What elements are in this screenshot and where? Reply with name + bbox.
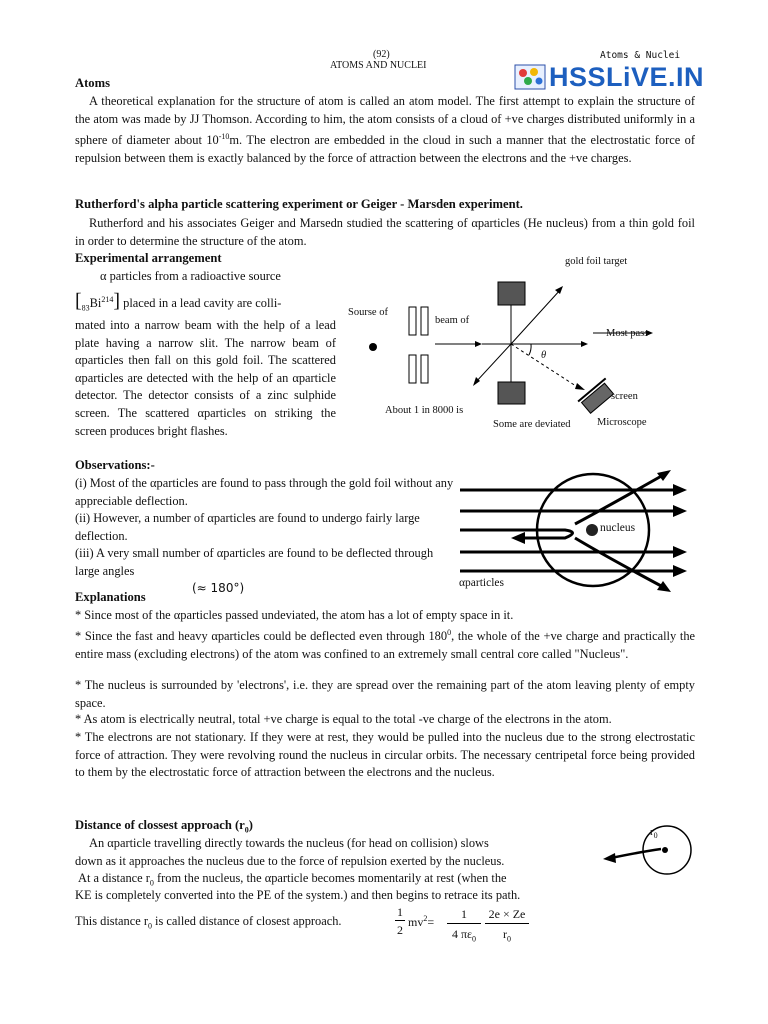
rutherford-heading: Rutherford's alpha particle scattering experiment or Geiger - Marsden experiment. [75,197,523,211]
source-dot [369,343,377,351]
explanation-2: * Since the fast and heavy αparticles could be deflected even through $180^0$, the whole of the +ve charge and practically the entire mass (excluding electrons) of the atom was confined to an extremely small central core called "Nucleus". [75,628,696,661]
closest-line-1: An αparticle travelling directly towards the nucleus (for head on collision) slows [89,836,489,850]
eq-half-num: 1 [397,905,403,919]
logo-text: HSSLiVE.IN [549,62,705,92]
header-right-label: Atoms & Nuclei [600,50,681,61]
label-about: About 1 in 8000 is [385,405,464,416]
logo-icon [514,62,546,92]
page-number: (92) [373,49,390,60]
closest-line-3: At a distance $r_0$ from the nucleus, the αparticle becomes momentarily at rest (when the [78,871,507,888]
nucleus-point [662,847,668,853]
arrangement-paragraph: mated into a narrow beam with the help of a lead plate having a narrow slit. The narrow beam of αparticles then fall on this gold foil. The scattered αparticles are detected with the help of an αparticle detector. The detector consists of a zinc sulphide screen. The scattered αparticles on striking the screen produces bright flashes. [75,318,336,438]
label-most-pass: Most pass [606,328,649,339]
atoms-heading: Atoms [75,76,110,90]
explanation-3: * The nucleus is surrounded by 'electrons', i.e. they are spread over the remaining part of the atom leaving plenty of empty space. [75,678,695,710]
eq-f-den: $r_0$ [503,927,511,944]
arrangement-heading: Experimental arrangement [75,251,222,265]
arrangement-line-1: α particles from a radioactive source [100,269,281,283]
explanation-4: * As atom is electrically neutral, total +ve charge is equal to the total -ve charge of the electrons in the atom. [75,712,612,726]
label-alpha-particles: αparticles [459,577,504,589]
label-beam: beam of [435,315,470,326]
observation-3: (iii) A very small number of αparticles are found to be deflected through large angles (≈ 180°) [75,546,434,596]
arrangement-line-2: $[_{83}Bi^{214}]$ placed in a lead cavity are colli- [75,290,282,313]
closest-line-4: KE is completely converted into the PE of the system.) and then begins to retrace its path. [75,888,521,902]
label-screen: screen [611,391,638,402]
gold-foil-bottom-block [498,382,525,404]
label-deviated: Some are deviated [493,419,571,430]
explanations-heading: Explanations [75,590,146,604]
slit-plate-bottom-left [409,355,416,383]
eq-f-num: 2e × Ze [488,907,526,921]
label-source: Sourse of [348,307,388,318]
label-nucleus: nucleus [600,522,636,534]
observation-1: (i) Most of the αparticles are found to pass through the gold foil without any appreciable deflection. [75,476,454,508]
observations-heading: Observations:- [75,458,155,472]
slit-plate-bottom-right [421,355,428,383]
label-gold-foil: gold foil target [565,256,628,267]
closest-approach-figure [595,818,695,880]
page-header-title: ATOMS AND NUCLEI [330,60,427,71]
gold-foil-top-block [498,282,525,305]
closest-approach-equation [395,905,530,947]
rutherford-paragraph: Rutherford and his associates Geiger and Marsedn studied the scattering of αparticles (He nucleus) from a thin gold foil in order to determine the structure of the atom. [75,216,695,248]
closest-approach-heading: Distance of clossest approach $(r_0)$ [75,818,253,835]
explanation-1: * Since most of the αparticles passed undeviated, the atom has a lot of empty space in it. [75,608,514,622]
eq-half-den: 2 [397,923,403,937]
eq-mv2: $mv^2=$ [408,914,435,929]
back-scatter-ray [475,344,511,383]
explanation-5: * The electrons are not stationary. If they were at rest, they would be pulled into the nucleus due to the strong electrostatic force of attraction. They were revolving round the nucleus in circular orbits. The necessary centripetal force being provided to them by the electrostatic force of attraction between the electrons and the nucleus. [75,730,695,780]
observation-2: (ii) However, a number of αparticles are found to undergo fairly large deflection. [75,511,420,543]
closest-figure-r0: $r_0$ [650,826,658,841]
nucleus-dot [586,524,598,536]
closest-line-5: This distance $r_0$ is called distance of closest approach. [75,914,342,931]
slit-plate-top-right [421,307,428,335]
eq-k-den: 4 $\pi\varepsilon_0$ [451,927,477,944]
closest-line-2: down as it approaches the nucleus due to the force of repulsion exerted by the nucleus. [75,854,505,868]
atoms-paragraph: A theoretical explanation for the structure of atom is called an atom model. The first attempt to explain the structure of the atom was made by JJ Thomson. According to him, the atom consists of a cloud of +ve charges distributed uniformly in a sphere of diameter about $10^{-10}m$. The electron are embedded in the cloud in such a manner that the electrostatic force of repulsion between them is exactly balanced by the force of attraction between the electrons and the +ve charges. [75,94,695,165]
label-microscope: Microscope [597,417,647,428]
label-theta: θ [541,350,547,361]
eq-k-num: 1 [461,907,467,921]
slit-plate-top-left [409,307,416,335]
